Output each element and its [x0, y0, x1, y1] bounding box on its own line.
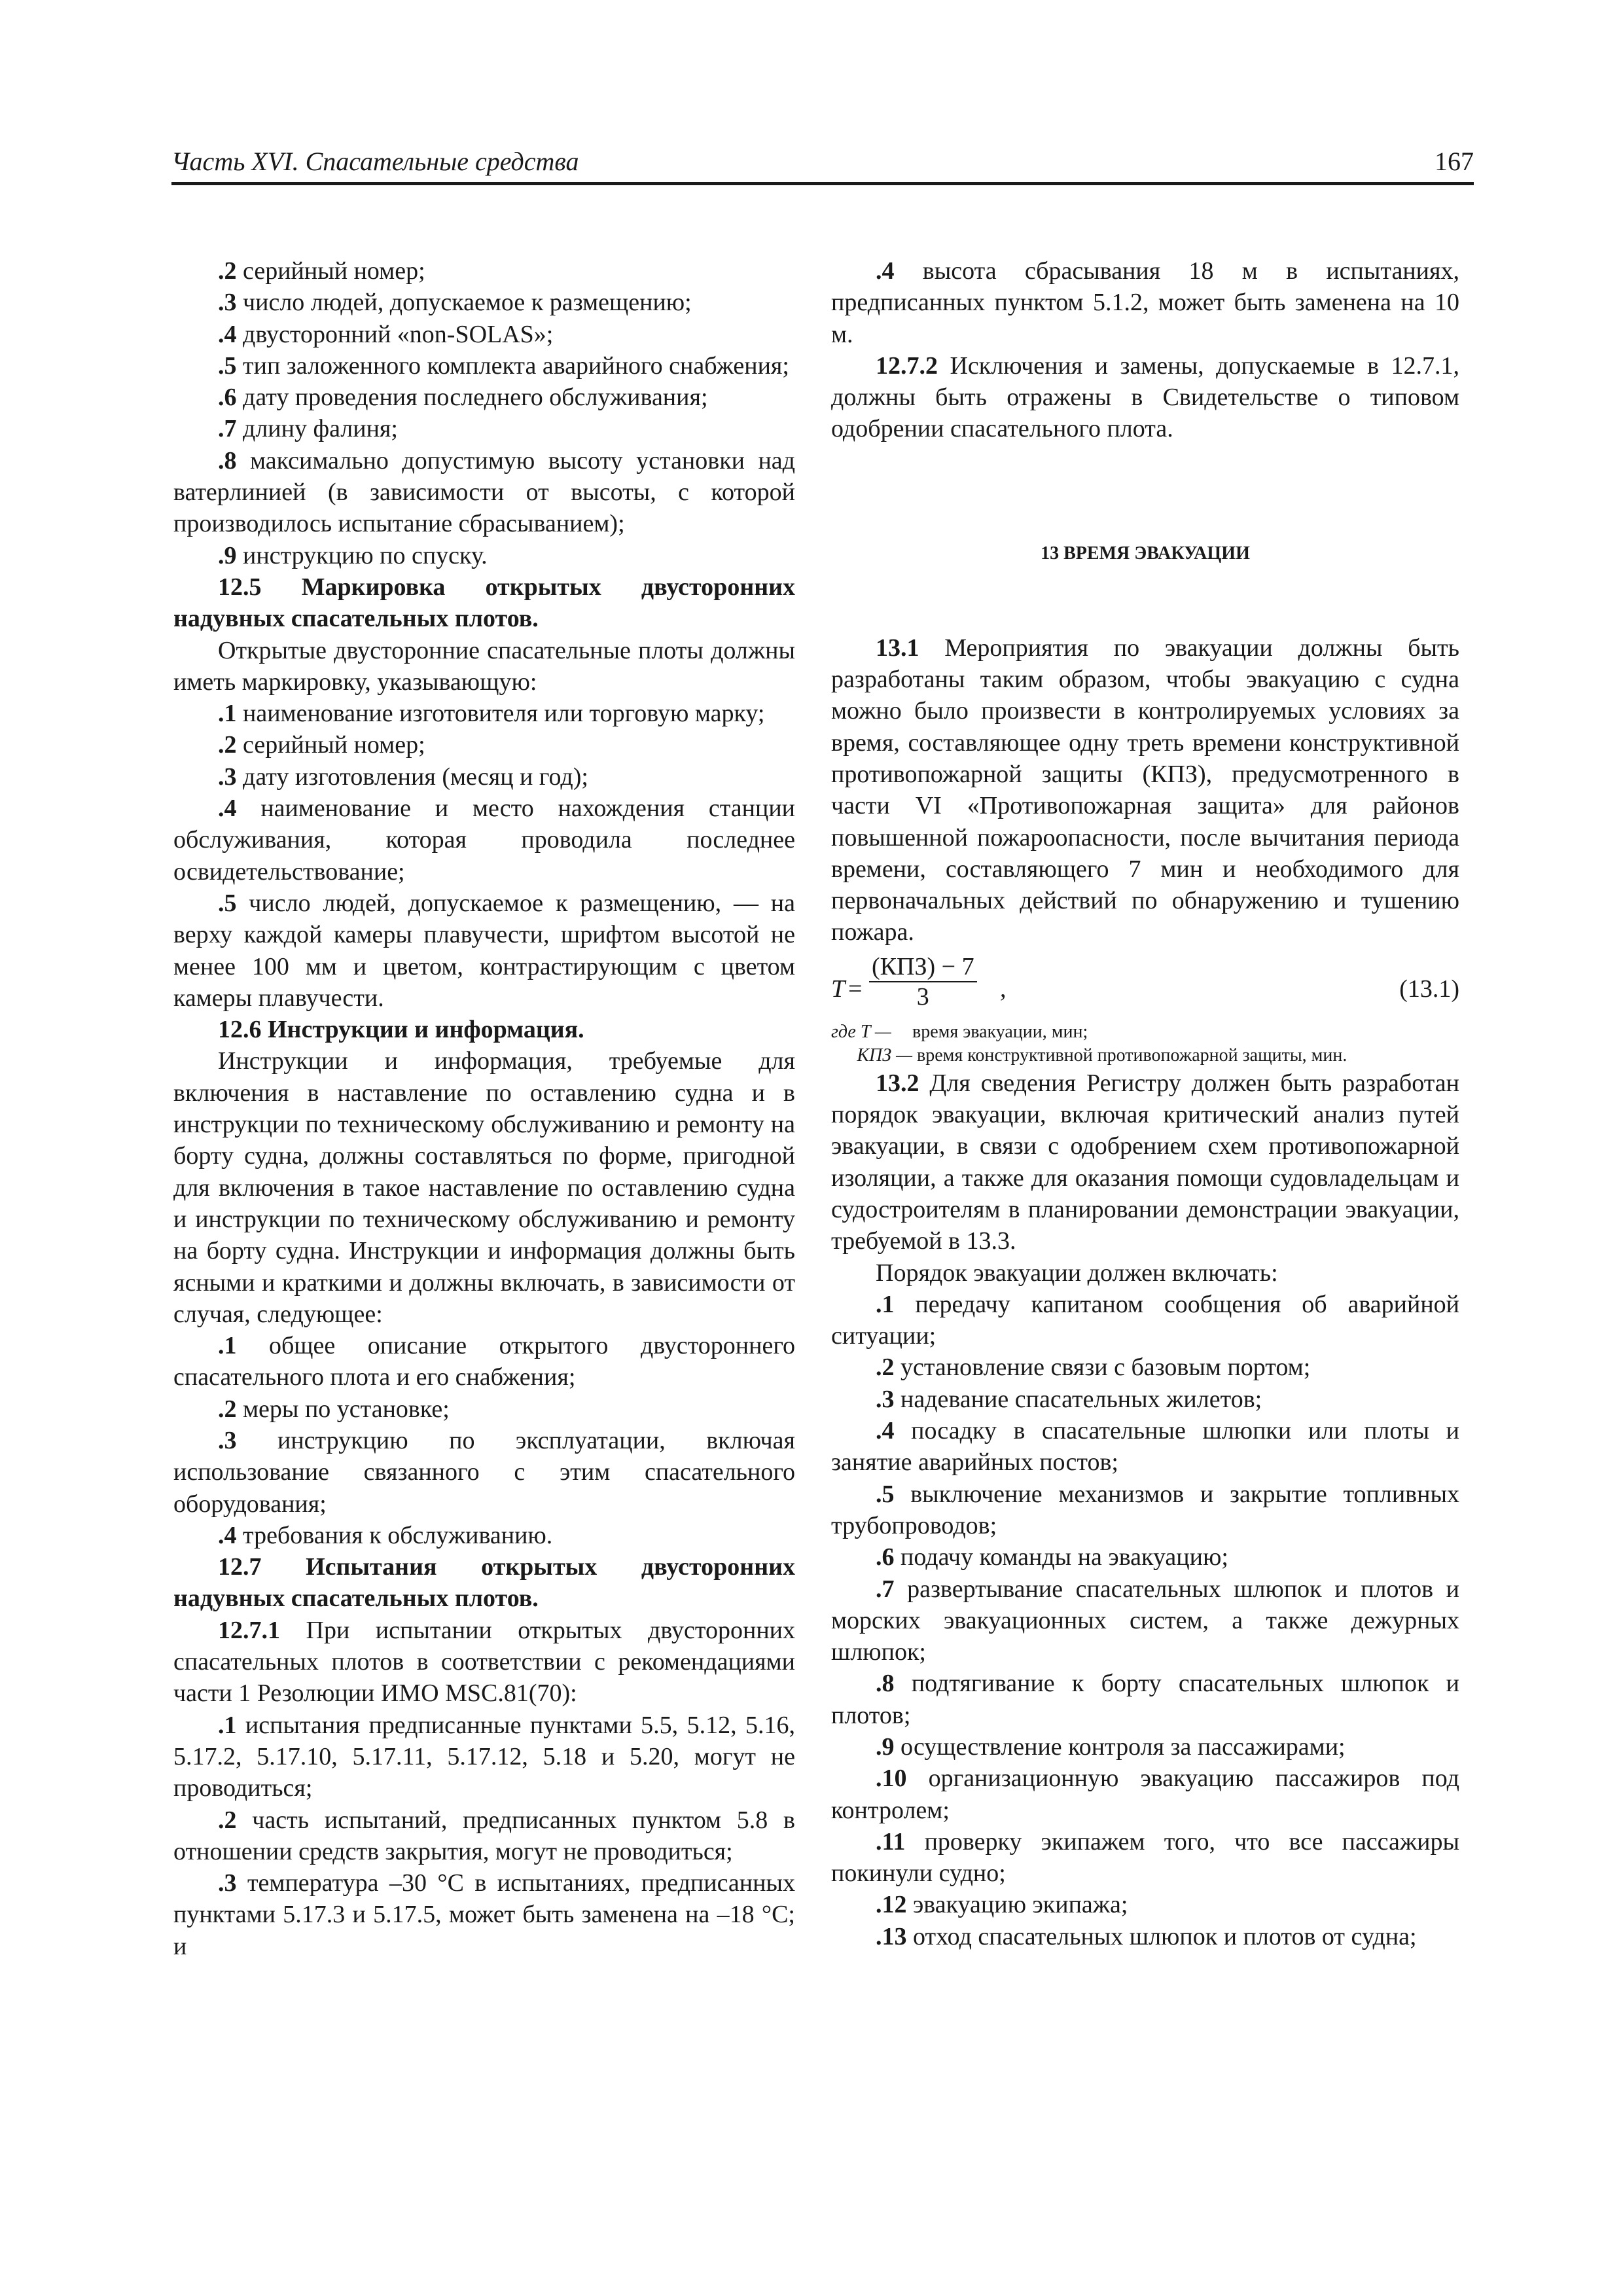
item-text: наименование и место нахождения станции обслуживания, которая проводила последнее освидетельствование; — [173, 795, 795, 886]
where-key: где T — — [831, 1021, 891, 1042]
item-number: .12 — [876, 1891, 907, 1919]
section-title: 13 ВРЕМЯ ЭВАКУАЦИИ — [1041, 543, 1250, 564]
item-number: .10 — [876, 1765, 907, 1793]
list-item — [831, 1415, 1459, 1479]
formula-comma: , — [1000, 975, 1007, 1003]
item-number: .13 — [876, 1922, 907, 1950]
item-text: выключение механизмов и закрытие топливных трубопроводов; — [831, 1480, 1459, 1539]
list-item — [831, 1067, 1459, 1257]
item-text: испытания предписанные пунктами 5.5, 5.12, 5.16, 5.17.2, 5.17.10, 5.17.11, 5.17.12, 5.18 и 5.20, могут не проводиться; — [173, 1711, 795, 1803]
list-item — [173, 1710, 795, 1804]
right-column — [831, 255, 1459, 1952]
item-number: .2 — [218, 1395, 237, 1423]
item-number: .7 — [876, 1575, 895, 1603]
list-item — [831, 1573, 1459, 1668]
item-text: посадку в спасательные шлюпки или плоты и занятие аварийных постов; — [831, 1417, 1459, 1477]
right-bottom-paragraphs — [831, 1067, 1459, 1952]
list-item — [831, 1731, 1459, 1763]
item-number: .3 — [218, 289, 237, 317]
list-item — [831, 255, 1459, 350]
formula-denominator: 3 — [916, 982, 929, 1011]
item-text: Исключения и замены, допускаемые в 12.7.1, должны быть отражены в Свидетельстве о типовом одобрении спасательного плота. — [831, 351, 1459, 443]
item-text: часть испытаний, предписанных пунктом 5.8 в отношении средств закрытия, могут не проводиться; — [173, 1806, 795, 1865]
list-item — [173, 350, 795, 382]
item-number: .4 — [218, 1521, 237, 1549]
paragraph — [173, 635, 795, 698]
paragraph-13-1 — [831, 632, 1459, 948]
item-number: 12.7.2 — [876, 351, 938, 380]
header-title: Часть XVI. Спасательные средства — [171, 147, 579, 176]
item-text: дату изготовления (месяц и год); — [236, 762, 588, 791]
item-text: наименование изготовителя или торговую марку; — [236, 700, 765, 728]
item-text: меры по установке; — [236, 1395, 450, 1423]
item-text: развертывание спасательных шлюпок и плотов и морских эвакуационных систем, а также дежурных шлюпок; — [831, 1575, 1459, 1666]
item-text: подтягивание к борту спасательных шлюпок и плотов; — [831, 1670, 1459, 1729]
where-line-2 — [831, 1044, 1459, 1067]
list-item — [173, 287, 795, 318]
item-number: .11 — [876, 1827, 906, 1856]
item-number: .1 — [876, 1290, 895, 1318]
list-item — [173, 761, 795, 793]
item-number: .5 — [876, 1480, 895, 1508]
list-item — [831, 1763, 1459, 1826]
formula-numerator: (КПЗ) − 7 — [869, 952, 977, 982]
item-number: .2 — [218, 731, 237, 759]
item-text: проверку экипажем того, что все пассажиры покинули судно; — [831, 1827, 1459, 1888]
formula-lhs: T — [831, 975, 846, 1003]
running-header — [171, 141, 1474, 185]
item-number: .3 — [876, 1385, 895, 1413]
list-item — [173, 382, 795, 413]
item-number: .8 — [218, 446, 237, 475]
item-number: .8 — [876, 1670, 895, 1698]
item-text: общее описание открытого двустороннего спасательного плота и его снабжения; — [173, 1332, 795, 1391]
list-item — [173, 1867, 795, 1962]
formula-equals: = — [848, 975, 863, 1003]
list-item — [831, 1289, 1459, 1352]
list-item — [831, 1668, 1459, 1731]
item-text: длину фалиня; — [236, 415, 398, 443]
item-number: .4 — [218, 795, 237, 823]
item-text: требования к обслуживанию. — [236, 1521, 553, 1549]
item-number: 12.7.1 — [218, 1616, 280, 1644]
list-item — [831, 1889, 1459, 1920]
item-text: максимально допустимую высоту установки над ватерлинией (в зависимости от высоты, с которой производилось испытание сбрасыванием); — [173, 446, 795, 538]
list-item — [173, 793, 795, 888]
item-text: подачу команды на эвакуацию; — [894, 1543, 1228, 1571]
right-top-paragraphs — [831, 255, 1459, 445]
list-item — [173, 413, 795, 444]
item-text: температура –30 °С в испытаниях, предписанных пунктами 5.17.3 и 5.17.5, может быть заменена на –18 °С; и — [173, 1869, 795, 1960]
list-item — [831, 1826, 1459, 1890]
where-text: время конструктивной противопожарной защиты, мин. — [917, 1045, 1347, 1066]
item-number: .2 — [876, 1354, 895, 1382]
item-text: дату проведения последнего обслуживания; — [236, 384, 708, 412]
list-item — [173, 255, 795, 287]
item-number: .5 — [218, 351, 237, 380]
list-item — [173, 888, 795, 1014]
item-text: инструкцию по спуску. — [236, 541, 488, 569]
item-number: .9 — [218, 541, 237, 569]
item-text: передачу капитаном сообщения об аварийной ситуации; — [831, 1290, 1459, 1350]
item-text: тип заложенного комплекта аварийного снабжения; — [236, 351, 789, 380]
item-number: .4 — [876, 257, 895, 285]
item-number: .5 — [218, 889, 237, 917]
list-item — [831, 1384, 1459, 1415]
item-number: .2 — [218, 257, 237, 285]
item-text: высота сбрасывания 18 м в испытаниях, предписанных пунктом 5.1.2, может быть заменена на 10 м. — [831, 257, 1459, 348]
item-number: .1 — [218, 1711, 237, 1739]
item-number: .4 — [876, 1417, 895, 1445]
item-number: .2 — [218, 1806, 237, 1834]
list-item — [173, 1330, 795, 1393]
item-text: установление связи с базовым портом; — [894, 1354, 1311, 1382]
list-item — [173, 1615, 795, 1710]
item-number: .4 — [218, 320, 237, 348]
list-item — [831, 1541, 1459, 1573]
list-item — [173, 319, 795, 350]
item-number: .1 — [218, 1332, 237, 1360]
list-item — [831, 1921, 1459, 1952]
item-text: число людей, допускаемое к размещению; — [236, 289, 692, 317]
item-text: инструкцию по эксплуатации, включая использование связанного с этим спасательного оборудования; — [173, 1426, 795, 1518]
item-text: эвакуацию экипажа; — [906, 1891, 1128, 1919]
item-text: организационную эвакуацию пассажиров под контролем; — [831, 1765, 1459, 1824]
item-number: .3 — [218, 1426, 237, 1454]
subsection-heading: 12.6 Инструкции и информация. — [218, 1016, 584, 1044]
list-item — [831, 1479, 1459, 1542]
item-number: .6 — [218, 384, 237, 412]
list-item — [173, 445, 795, 540]
page-number: 167 — [1435, 147, 1474, 176]
item-number: .7 — [218, 415, 237, 443]
item-text: отход спасательных шлюпок и плотов от судна; — [906, 1922, 1417, 1950]
item-text: серийный номер; — [236, 731, 425, 759]
list-item — [173, 698, 795, 729]
list-item — [173, 1804, 795, 1868]
list-item — [173, 540, 795, 571]
item-text: число людей, допускаемое к размещению, — на верху каждой камеры плавучести, шрифтом высотой не менее 100 мм и цветом, контрастирующим с цветом камеры плавучести. — [173, 889, 795, 1012]
subsection-heading: 12.5 Маркировка открытых двусторонних надувных спасательных плотов. — [173, 573, 795, 633]
paragraph-number: 13.1 — [876, 634, 919, 662]
item-number: .3 — [218, 1869, 237, 1897]
item-text: Инструкции и информация, требуемые для включения в наставление по оставлению судна и в инструкции по техническому обслуживанию и ремонту на борту судна, должны составляться по форме, пригодной для включения в такое наставление по оставлению судна и инструкции по техническому обслуживанию и ремонту на борту судна. Инструкции и информация должны быть ясными и краткими и должны включать, в зависимости от случая, следующее: — [173, 1047, 795, 1328]
item-text: Для сведения Регистру должен быть разработан порядок эвакуации, включая критический анализ путей эвакуации, в связи с одобрением схем противопожарной изоляции, а также для оказания помощи судовладельцам и судостроителям в планировании демонстрации эвакуации, требуемой в 13.3. — [831, 1069, 1459, 1255]
list-item — [173, 729, 795, 761]
item-text: серийный номер; — [236, 257, 425, 285]
left-column — [173, 255, 795, 1962]
item-text: Порядок эвакуации должен включать: — [876, 1259, 1278, 1287]
item-text: При испытании открытых двусторонних спасательных плотов в соответствии с рекомендациями части 1 Резолюции ИМО MSC.81(70): — [173, 1616, 795, 1708]
item-text: надевание спасательных жилетов; — [894, 1385, 1262, 1413]
formula-fraction — [869, 952, 977, 1011]
list-item — [173, 1425, 795, 1520]
formula-13-1 — [831, 952, 1459, 1020]
formula-number: (13.1) — [1399, 975, 1459, 1003]
subsection-heading: 12.7 Испытания открытых двусторонних надувных спасательных плотов. — [173, 1553, 795, 1613]
item-number: .3 — [218, 762, 237, 791]
item-text: Открытые двусторонние спасательные плоты должны иметь маркировку, указывающую: — [173, 636, 795, 696]
where-line-1 — [831, 1020, 1459, 1044]
item-text: осуществление контроля за пассажирами; — [894, 1732, 1346, 1761]
item-number: .9 — [876, 1732, 895, 1761]
item-number: .1 — [218, 700, 237, 728]
item-number: .6 — [876, 1543, 895, 1571]
list-item — [831, 350, 1459, 445]
where-text: время эвакуации, мин; — [912, 1021, 1088, 1042]
paragraph — [173, 1045, 795, 1330]
paragraph — [831, 1257, 1459, 1289]
list-item — [173, 1393, 795, 1425]
item-number: 13.2 — [876, 1069, 919, 1097]
list-item — [173, 1520, 795, 1551]
where-key: КПЗ — — [857, 1045, 912, 1066]
item-text: двусторонний «non-SOLAS»; — [236, 320, 554, 348]
paragraph-text: Мероприятия по эвакуации должны быть разработаны таким образом, чтобы эвакуацию с судна можно было произвести в контролируемых условиях за время, составляющее одну треть времени конструктивной противопожарной защиты (КПЗ), предусмотренного в части VI «Противопожарная защита» для районов повышенной пожароопасности, после вычитания периода времени, составляющего 7 мин и необходимого для первоначальных действий по обнаружению и тушению пожара. — [831, 634, 1459, 946]
list-item — [831, 1352, 1459, 1383]
